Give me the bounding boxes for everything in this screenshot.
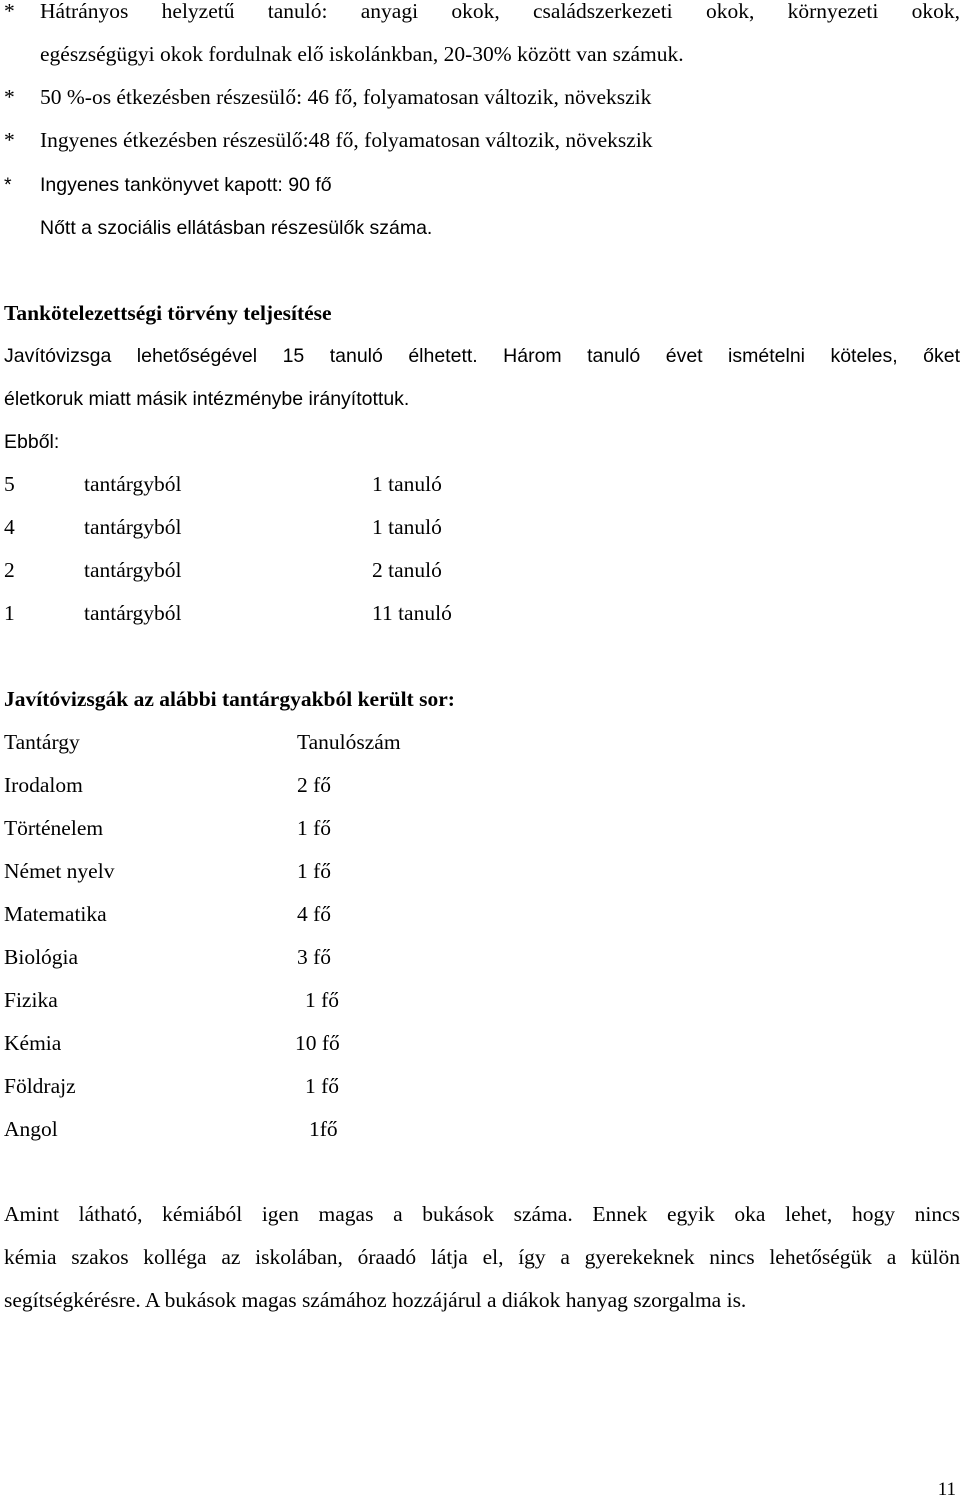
- subject-name: Német nyelv: [4, 859, 115, 883]
- bullet-item-1: [4, 0, 960, 24]
- subject-name: Földrajz: [4, 1074, 76, 1098]
- subject-word: tantárgyból: [84, 472, 182, 496]
- bullet-text: Ingyenes tankönyvet kapott: 90 fő: [40, 174, 332, 196]
- subject-word: tantárgyból: [84, 601, 182, 625]
- ebbol-label: Ebből:: [4, 431, 60, 453]
- student-count: 2 tanuló: [372, 558, 442, 582]
- bullet-marker: *: [4, 85, 15, 109]
- section-heading-makeup-exams: Javítóvizsgák az alábbi tantárgyakból került sor:: [4, 687, 455, 711]
- subject-count: 1: [4, 601, 15, 625]
- closing-paragraph-line: segítségkérésre. A bukások magas számához hozzájárul a diákok hanyag szorgalma is.: [4, 1288, 747, 1312]
- page-number: 11: [937, 1479, 956, 1500]
- bullet-text: Hátrányos helyzetű tanuló: anyagi okok, családszerkezeti okok, környezeti okok,: [40, 0, 960, 23]
- section-heading-compulsory-education: Tankötelezettségi törvény teljesítése: [4, 301, 332, 325]
- subject-name: Történelem: [4, 816, 104, 840]
- paragraph-line: életkoruk miatt másik intézménybe irányítottuk.: [4, 388, 410, 410]
- subject-name: Biológia: [4, 945, 79, 969]
- social-care-note: Nőtt a szociális ellátásban részesülők száma.: [40, 217, 433, 239]
- column-header-student-count: Tanulószám: [297, 730, 401, 754]
- subject-name: Fizika: [4, 988, 58, 1012]
- column-header-subject: Tantárgy: [4, 730, 80, 754]
- subject-name: Matematika: [4, 902, 107, 926]
- subject-name: Kémia: [4, 1031, 62, 1055]
- student-count: 3 fő: [297, 945, 332, 969]
- student-count: 1 tanuló: [372, 515, 442, 539]
- subject-count: 5: [4, 472, 15, 496]
- subject-name: Irodalom: [4, 773, 83, 797]
- closing-paragraph-line: Amint látható, kémiából igen magas a bukások száma. Ennek egyik oka lehet, hogy nincs: [4, 1202, 960, 1226]
- bullet-marker: *: [4, 0, 15, 23]
- bullet-marker: *: [4, 128, 15, 152]
- subject-word: tantárgyból: [84, 558, 182, 582]
- student-count: 10 fő: [295, 1031, 340, 1055]
- bullet-marker: *: [4, 174, 12, 196]
- subject-word: tantárgyból: [84, 515, 182, 539]
- subject-count: 2: [4, 558, 15, 582]
- bullet-item-2: [4, 84, 651, 110]
- student-count: 4 fő: [297, 902, 332, 926]
- student-count: 1 tanuló: [372, 472, 442, 496]
- subject-count: 4: [4, 515, 15, 539]
- bullet-text: Ingyenes étkezésben részesülő:48 fő, folyamatosan változik, növekszik: [40, 128, 653, 152]
- bullet-item-4: [4, 172, 332, 198]
- student-count: 1 fő: [305, 1074, 340, 1098]
- student-count: 1 fő: [305, 988, 340, 1012]
- subject-name: Angol: [4, 1117, 58, 1141]
- student-count: 1 fő: [297, 859, 332, 883]
- bullet-item-1-continuation: egészségügyi okok fordulnak elő iskolánkban, 20-30% között van számuk.: [40, 42, 684, 66]
- bullet-item-3: [4, 127, 653, 153]
- student-count: 1fő: [309, 1117, 338, 1141]
- student-count: 11 tanuló: [372, 601, 452, 625]
- student-count: 1 fő: [297, 816, 332, 840]
- closing-paragraph-line: kémia szakos kolléga az iskolában, óraadó látja el, így a gyerekeknek nincs lehetőségük a külön: [4, 1245, 960, 1269]
- bullet-text: 50 %-os étkezésben részesülő: 46 fő, folyamatosan változik, növekszik: [40, 85, 652, 109]
- student-count: 2 fő: [297, 773, 332, 797]
- paragraph-line: Javítóvizsga lehetőségével 15 tanuló élhetett. Három tanuló évet ismételni köteles, őket: [4, 345, 960, 367]
